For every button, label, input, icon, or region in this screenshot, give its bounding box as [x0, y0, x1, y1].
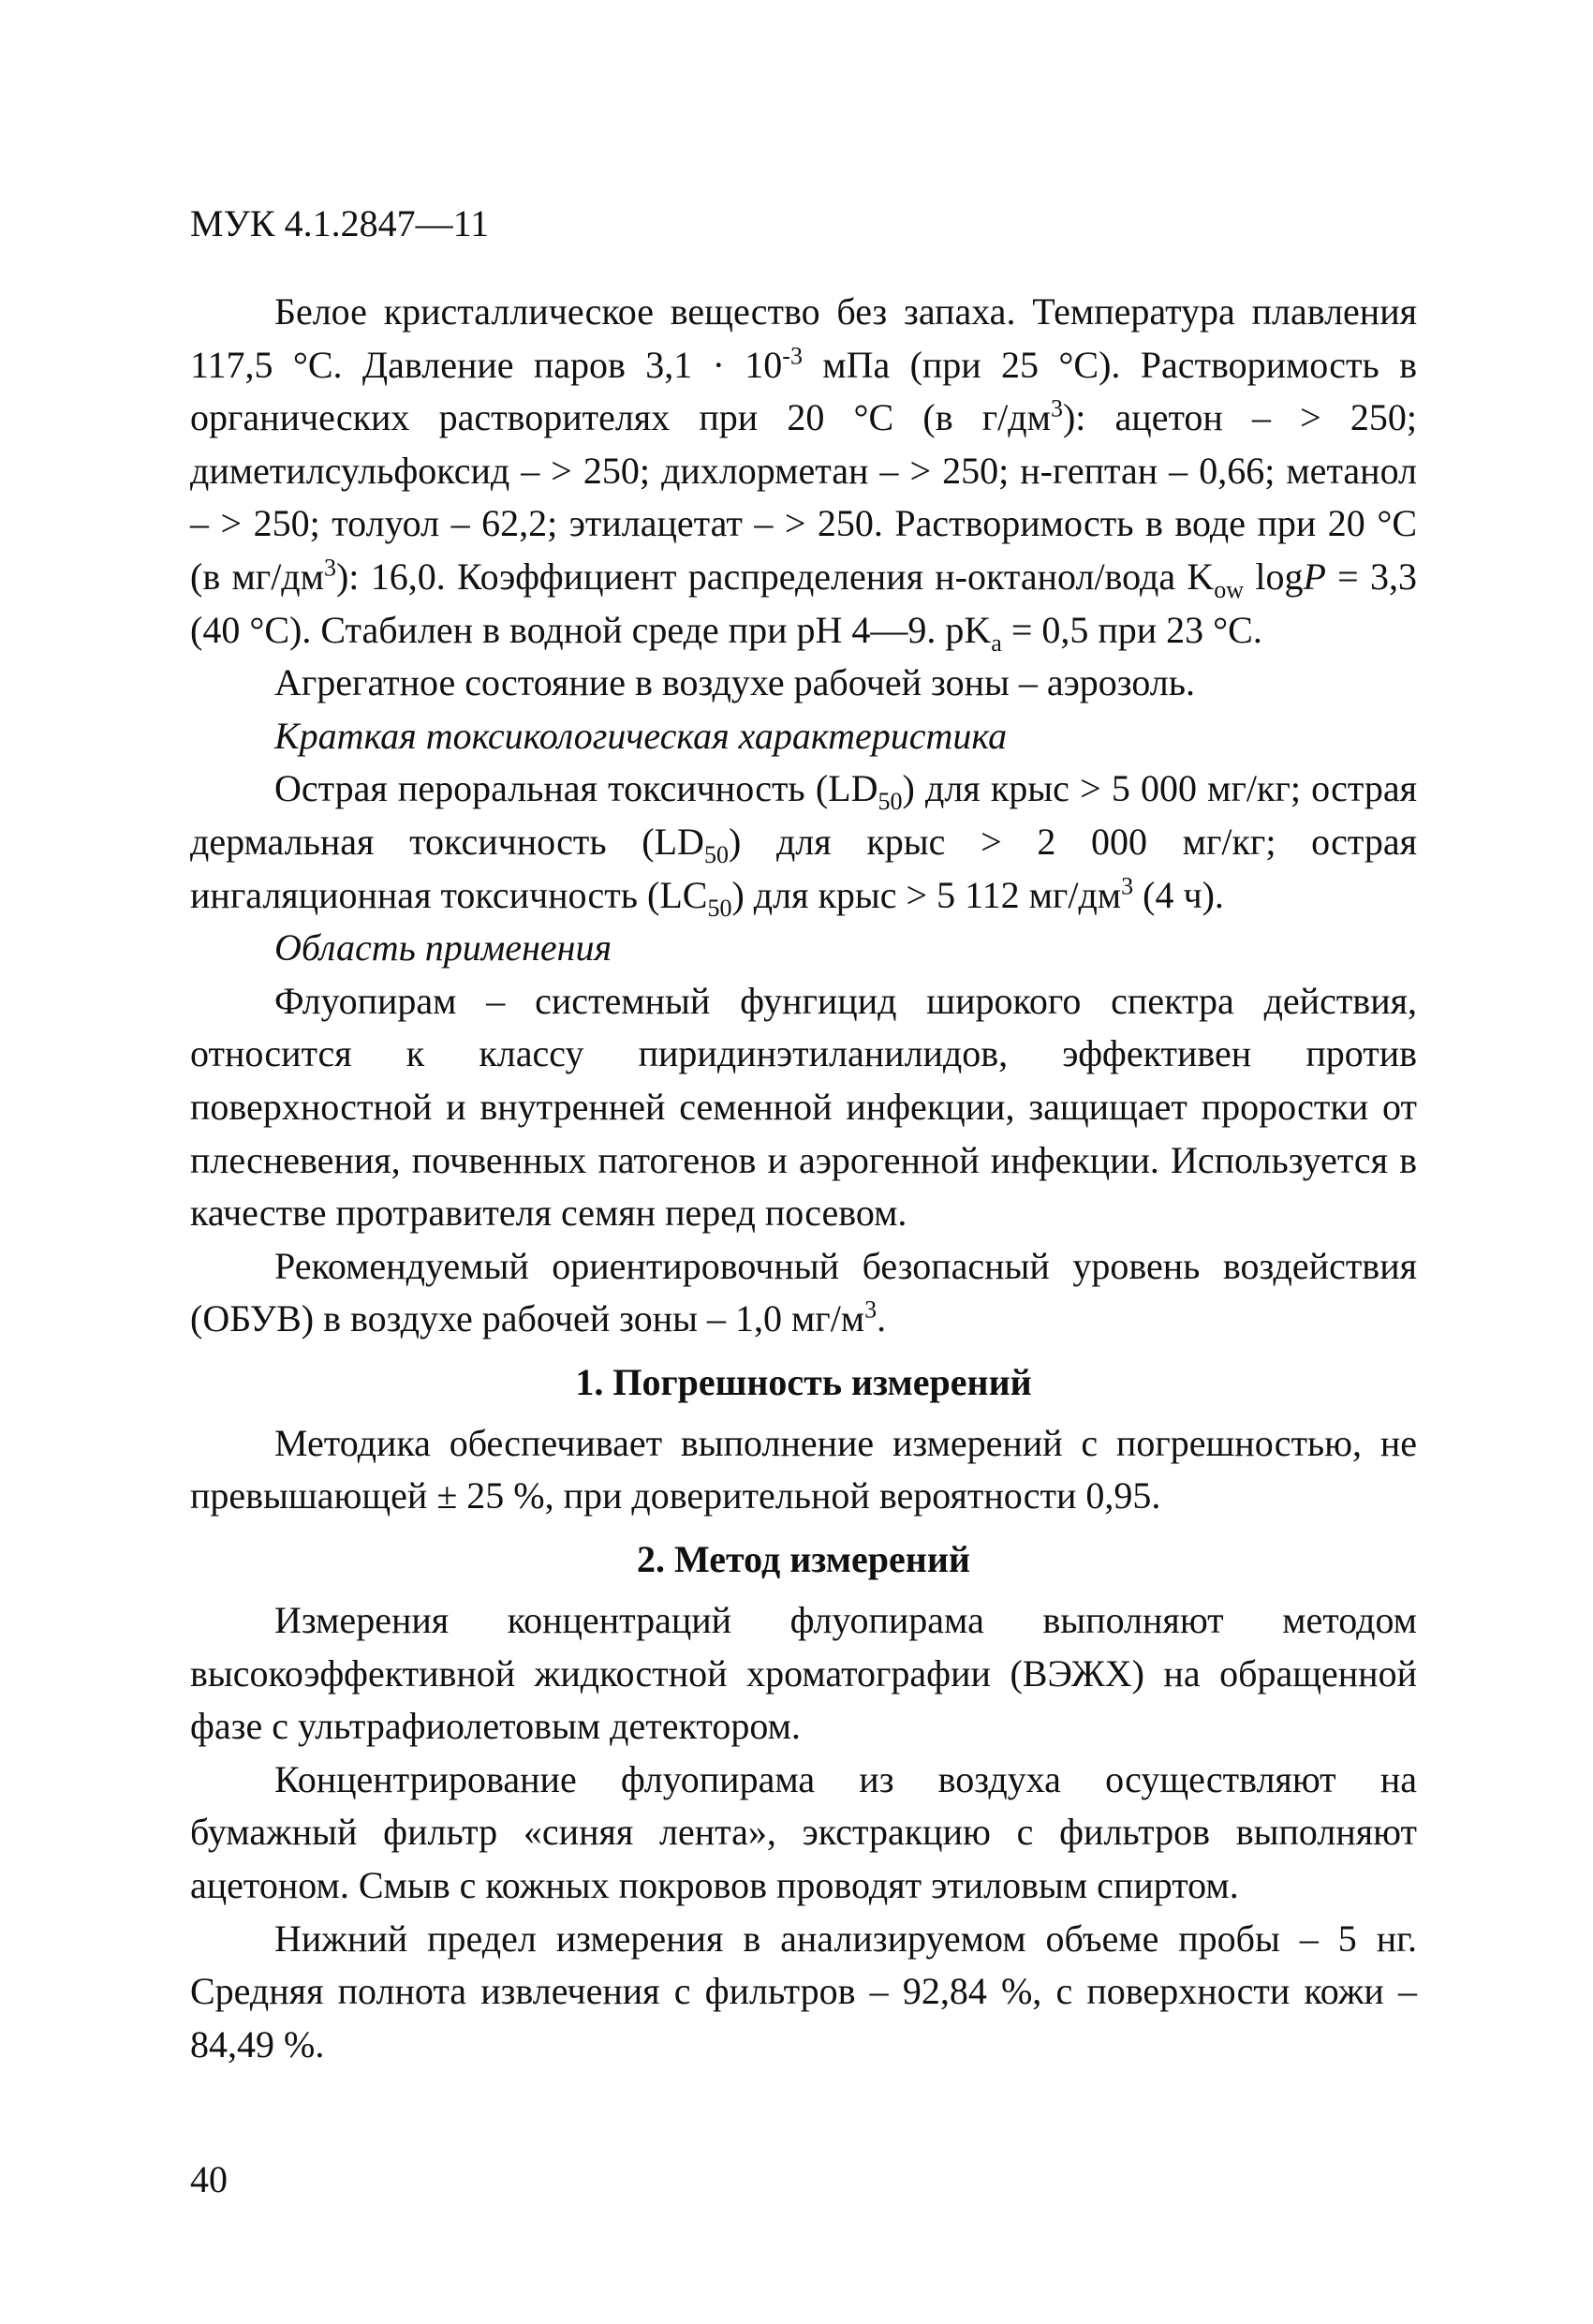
obuv-paragraph — [190, 1240, 1417, 1346]
text-run: (4 ч). — [1133, 873, 1224, 916]
text-run: ) для крыс > 2 000 мг/кг; острая ингаляционная токсичность (LC — [190, 820, 1418, 916]
toxicology-heading: Краткая токсикологическая характеристика — [274, 714, 1008, 757]
section-2-paragraph-3: Нижний предел измерения в анализируемом объеме пробы – 5 нг. Средняя полнота извлечения с фильтров – 92,84 %, с поверхности кожи – 84,49 %. — [190, 1917, 1417, 2065]
superscript: 3 — [1121, 872, 1134, 900]
text-run: ): 16,0. Коэффициент распределения н-октанол/вода K — [335, 555, 1215, 598]
subscript: ow — [1214, 575, 1245, 603]
text-run: Острая пероральная токсичность (LD — [274, 767, 878, 810]
text-run: log — [1244, 555, 1304, 598]
subscript: 50 — [707, 894, 732, 922]
page-number: 40 — [190, 2158, 228, 2200]
text-run: = 0,5 при 23 °С. — [1001, 608, 1262, 651]
section-2-paragraph-1: Измерения концентраций флуопирама выполняют методом высокоэффективной жидкостной хроматографии (ВЭЖХ) на обращенной фазе с ультрафиолетовым детектором. — [190, 1599, 1417, 1748]
document-code: МУК 4.1.2847—11 — [190, 202, 490, 244]
subscript: 50 — [878, 788, 903, 816]
application-heading: Область применения — [274, 926, 612, 970]
text-run: ) для крыс > 5 000 мг/кг; острая дермальная токсичность (LD — [190, 767, 1418, 863]
superscript: 3 — [1050, 394, 1063, 422]
properties-paragraph — [190, 286, 1417, 657]
section-1-paragraph: Методика обеспечивает выполнение измерений с погрешностью, не превышающей ± 25 %, при доверительной вероятности 0,95. — [190, 1421, 1417, 1517]
text-run: ) для крыс > 5 112 мг/дм — [731, 873, 1122, 916]
aggregate-state-paragraph: Агрегатное состояние в воздухе рабочей зоны – аэрозоль. — [274, 661, 1196, 704]
subscript: a — [991, 629, 1002, 657]
superscript: 3 — [864, 1295, 878, 1324]
section-2-paragraph-2: Концентрирование флуопирама из воздуха осуществляют на бумажный фильтр «синяя лента», экстракцию с фильтров выполняют ацетоном. Смыв с кожных покровов проводят этиловым спиртом. — [190, 1757, 1417, 1907]
application-paragraph: Флуопирам – системный фунгицид широкого спектра действия, относится к классу пиридинэтиланилидов, эффективен против поверхностной и внутренней семенной инфекции, защищает проростки от плесневения, почвенных патогенов и аэрогенной инфекции. Используется в качестве протравителя семян перед посевом. — [190, 979, 1417, 1235]
document-body — [190, 286, 1417, 2071]
subscript: 50 — [703, 840, 729, 868]
text-run: Рекомендуемый ориентировочный безопасный уровень воздействия (ОБУВ) в воздухе рабочей зоны – 1,0 мг/м — [190, 1244, 1417, 1340]
italic-symbol: P — [1303, 555, 1326, 598]
text-run: Белое кристаллическое вещество без запаха. Температура плавления 117,5 °С. Давление паров 3,1 · 10 — [190, 290, 1417, 386]
toxicology-paragraph — [190, 762, 1417, 922]
superscript: 3 — [323, 554, 336, 582]
text-run: ): ацетон – > 250; диметилсульфоксид – > 250; дихлорметан – > 250; н-гептан – 0,66; метанол – > 250; толуол – 62,2; этилацетат – > 250. Растворимость в воде при 20 °С (в мг/дм — [190, 396, 1417, 598]
section-2-title: 2. Метод измерений — [637, 1538, 970, 1581]
section-1-title: 1. Погрешность измерений — [575, 1360, 1032, 1403]
text-run: . — [877, 1297, 887, 1340]
text-run: мПа (при 25 °С). Растворимость в органических растворителях при 20 °С (в г/дм — [190, 343, 1417, 439]
superscript: -3 — [782, 342, 803, 370]
text-run: = 3,3 (40 °С). Стабилен в водной среде при pH 4—9. pK — [190, 555, 1418, 651]
